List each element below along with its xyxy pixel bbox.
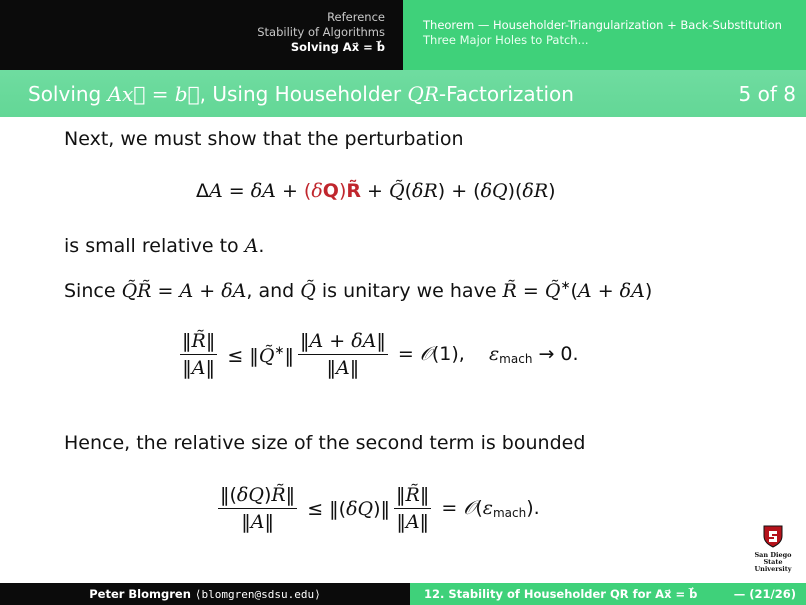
nav-item-three-holes[interactable]: Three Major Holes to Patch... (423, 33, 589, 47)
nav-item-theorem[interactable]: Theorem — Householder-Triangularization + Back-Substitution (423, 18, 782, 32)
equation-second-term: $\frac{‖(\delta Q)R̃‖}{‖A‖}$ ≤ ‖(δQ)‖ $\frac{‖R̃‖}{‖A‖}$ = $𝒪(\varepsilon_{mach})$. (220, 484, 540, 533)
footer-author: Peter Blomgren ⟨blomgren@sdsu.edu⟩ (0, 583, 410, 605)
section-nav (0, 0, 403, 70)
text-line-since: Since Q̃R̃ = A + δA, and Q̃ is unitary we have R̃ = Q̃∗(A + δA) (64, 278, 653, 302)
nav-item-reference[interactable]: Reference (327, 10, 385, 24)
nav-item-solving[interactable]: Solving Ax⃗ = b⃗ (290, 40, 385, 54)
logo-text: San Diego State University (754, 551, 792, 573)
equation-bound-r: $\frac{‖R̃‖}{‖A‖}$ ≤ ‖Q̃∗‖ $\frac{‖A + \delta A‖}{‖A‖}$ = 𝒪(1), $\varepsilon_{mach} \to 0$. (182, 330, 579, 379)
equation-perturbation: ΔA = δA + (δQ)R̃ + Q̃(δR) + (δQ)(δR) (196, 180, 556, 202)
footer-slide-number: — (21/26) (733, 587, 796, 601)
text-line-next: Next, we must show that the perturbation (64, 128, 464, 150)
footer-section-title: 12. Stability of Householder QR for Ax⃗ = b⃗ (424, 587, 698, 601)
nav-item-stability[interactable]: Stability of Algorithms (257, 25, 385, 39)
frame-title-bar (0, 70, 806, 117)
frame-title: Solving Ax⃗ = b⃗, Using Householder QR-Factorization (28, 81, 574, 106)
text-line-small: is small relative to A. (64, 235, 265, 257)
top-navigation (0, 0, 806, 70)
footer (0, 583, 806, 605)
sdsu-shield-icon (762, 524, 784, 548)
footer-section (410, 583, 806, 605)
university-logo (748, 524, 798, 573)
text-line-hence: Hence, the relative size of the second term is bounded (64, 432, 586, 454)
subsection-nav (403, 0, 806, 70)
frame-page-number: 5 of 8 (738, 81, 796, 106)
